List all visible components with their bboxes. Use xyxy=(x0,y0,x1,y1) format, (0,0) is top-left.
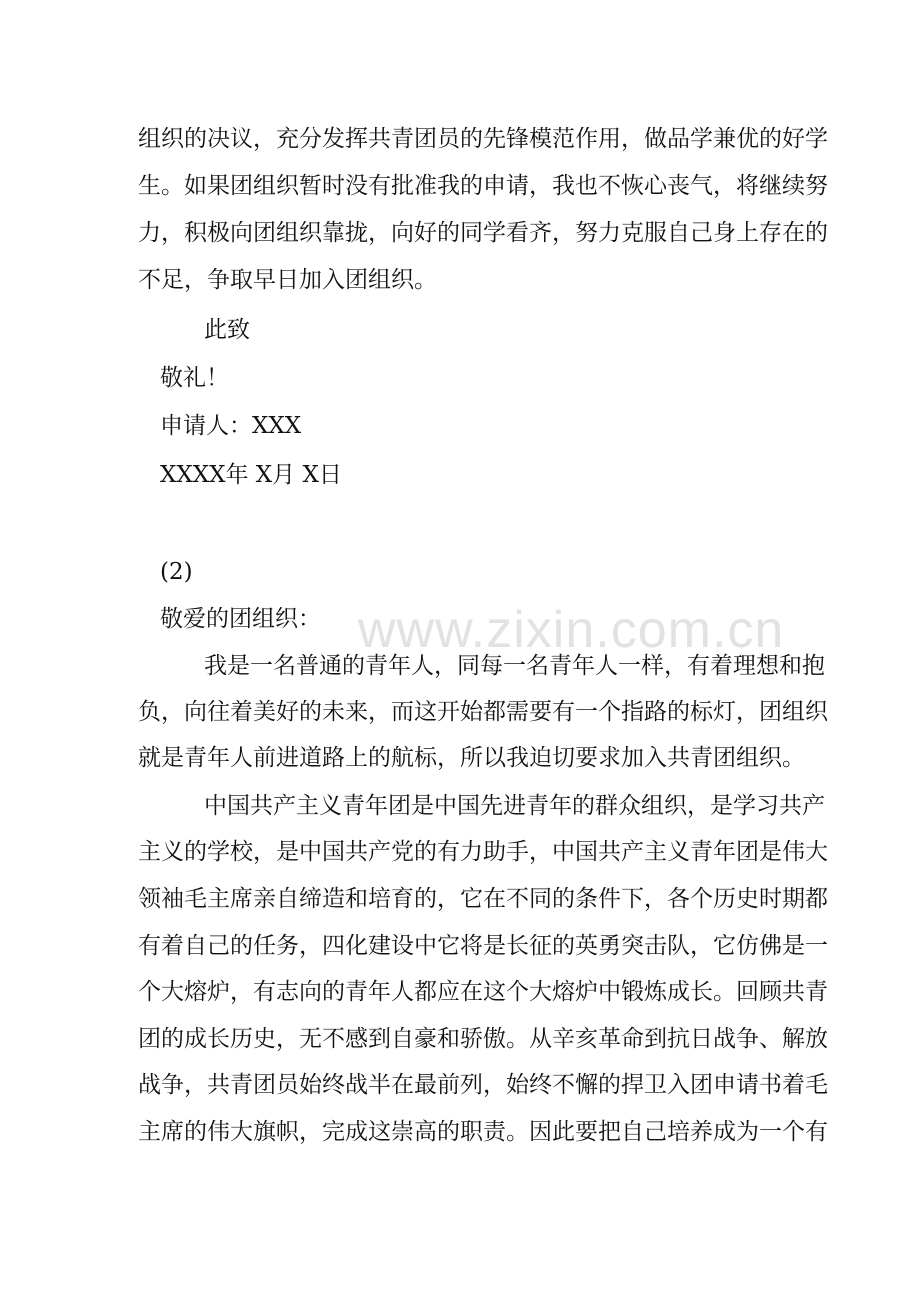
applicant-signature: 申请人：XXX xyxy=(160,413,302,439)
paragraph-line: 领袖毛主席亲自缔造和培育的，它在不同的条件下，各个历史时期都 xyxy=(138,886,828,912)
paragraph-line: 战争，共青团员始终战半在最前列，始终不懈的捍卫入团申请书着毛 xyxy=(138,1072,828,1098)
paragraph-line: 有着自己的任务，四化建设中它将是长征的英勇突击队，它仿佛是一 xyxy=(138,933,828,959)
body-line: 组织的决议，充分发挥共青团员的先锋模范作用，做品学兼优的好学 xyxy=(138,126,828,152)
body-line: 不足，争取早日加入团组织。 xyxy=(138,267,437,293)
paragraph-line: 主席的伟大旗帜，完成这崇高的职责。因此要把自己培养成为一个有 xyxy=(138,1119,828,1145)
watermark: www.zixin.com.cn xyxy=(358,601,785,659)
closing-text: 此致 xyxy=(204,317,250,343)
greeting: 敬爱的团组织： xyxy=(160,606,321,632)
body-line: 力，积极向团组织靠拢，向好的同学看齐，努力克服自己身上存在的 xyxy=(138,220,828,246)
paragraph-line: 就是青年人前进道路上的航标，所以我迫切要求加入共青团组织。 xyxy=(138,745,805,771)
paragraph-line: 我是一名普通的青年人，同每一名青年人一样，有着理想和抱 xyxy=(204,653,825,679)
paragraph-line: 团的成长历史，无不感到自豪和骄傲。从辛亥革命到抗日战争、解放 xyxy=(138,1026,828,1052)
section-number: (2) xyxy=(160,559,193,585)
paragraph-line: 中国共产主义青年团是中国先进青年的群众组织，是学习共产 xyxy=(204,793,825,819)
paragraph-line: 个大熔炉，有志向的青年人都应在这个大熔炉中锻炼成长。回顾共青 xyxy=(138,979,828,1005)
paragraph-line: 负，向往着美好的未来，而这开始都需要有一个指路的标灯，团组织 xyxy=(138,699,828,725)
salute-text: 敬礼！ xyxy=(160,365,229,391)
paragraph-line: 主义的学校，是中国共产党的有力助手，中国共产主义青年团是伟大 xyxy=(138,839,828,865)
signature-date: XXXX年 X月 X日 xyxy=(160,462,342,488)
body-line: 生。如果团组织暂时没有批准我的申请，我也不恢心丧气，将继续努 xyxy=(138,173,828,199)
